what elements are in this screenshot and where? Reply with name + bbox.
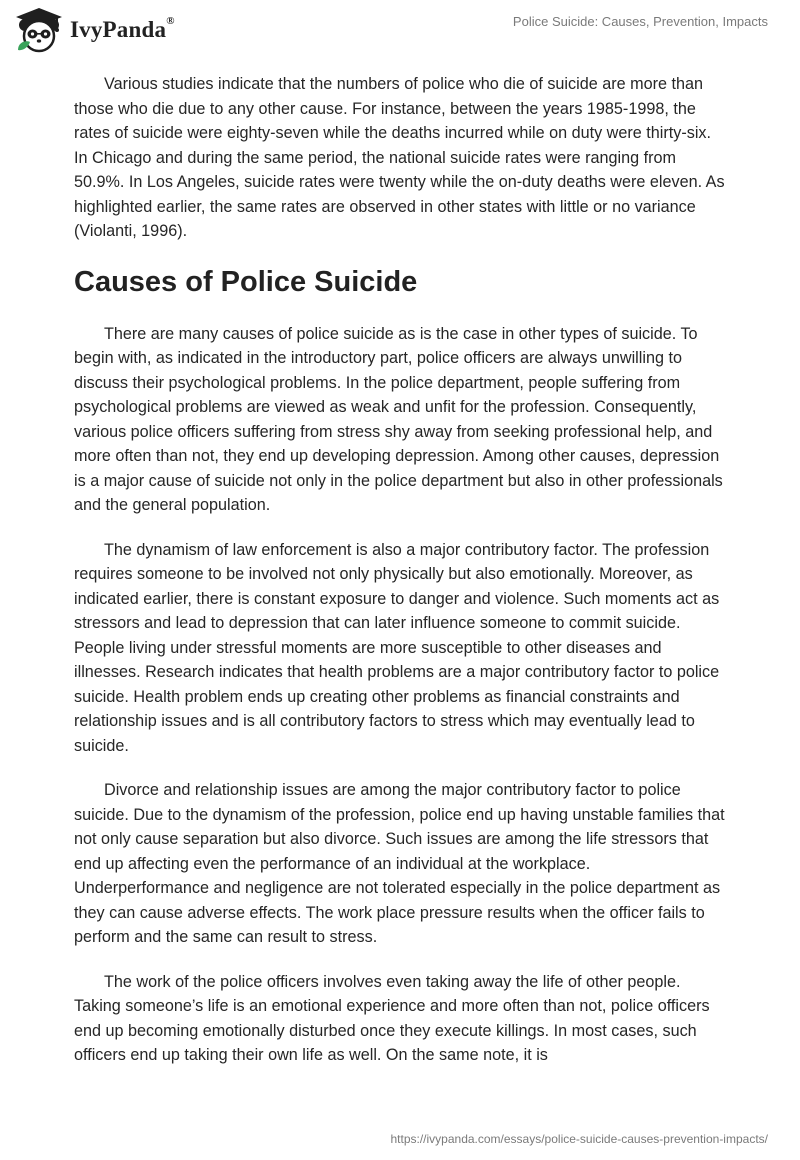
brand-name: IvyPanda® — [70, 15, 175, 42]
ivypanda-logo[interactable] — [14, 6, 175, 54]
source-url[interactable]: https://ivypanda.com/essays/police-suicide-causes-prevention-impacts/ — [390, 1132, 768, 1146]
body-paragraph: The dynamism of law enforcement is also a major contributory factor. The profession requires someone to be involved not only physically but also emotionally. Moreover, as indicated earlier, there is constant exposure to danger and violence. Such moments act as stressors and lead to depression that can later influence someone to commit suicide. People living under stressful moments are more susceptible to other diseases and illnesses. Research indicates that health problems are a major contributory factor to police suicide. Health problem ends up creating other problems as financial constraints and relationship issues and is all contributory factors to stress which may eventually lead to suicide. — [74, 540, 720, 755]
body-paragraph: Divorce and relationship issues are among the major contributory factor to police suicide. Due to the dynamism of the profession, police end up having unstable families that not only cause separation but also divorce. Such issues are among the life stressors that end up affecting even the performance of an individual at the workplace. Underperformance and negligence are not tolerated especially in the police department as they can cause adverse effects. The work place pressure results when the officer fails to perform and the same can result to stress. — [74, 781, 725, 946]
essay-content — [74, 72, 726, 1088]
body-paragraph: There are many causes of police suicide as is the case in other types of suicide. To begin with, as indicated in the introductory part, police officers are always unwilling to discuss their psychological problems. In the police department, people suffering from psychological problems are viewed as weak and unfit for the profession. Consequently, various police officers suffering from stress shy away from seeking professional help, and more often than not, they end up developing depression. Among other causes, depression is a major cause of suicide not only in the police department but also in other professionals and the general population. — [74, 324, 723, 514]
body-paragraph: The work of the police officers involves even taking away the life of other people. Taking someone’s life is an emotional experience and more often than not, police officers end up becoming emotionally disturbed once they execute killings. In most cases, such officers end up taking their own life as well. On the same note, it is — [74, 972, 710, 1064]
section-heading: Causes of Police Suicide — [74, 265, 418, 298]
intro-paragraph: Various studies indicate that the numbers of police who die of suicide are more than those who die due to any other cause. For instance, between the years 1985-1998, the rates of suicide were eighty-seven while the deaths incurred while on duty were thirty-six. In Chicago and during the same period, the national suicide rates were ranging from 50.9%. In Los Angeles, suicide rates were twenty while the on-duty deaths were eleven. As highlighted earlier, the same rates are observed in other states with little or no variance (Violanti, 1996). — [74, 75, 725, 240]
running-title: Police Suicide: Causes, Prevention, Impacts — [512, 14, 768, 29]
panda-logo-icon — [14, 6, 64, 54]
page-header — [0, 0, 800, 62]
